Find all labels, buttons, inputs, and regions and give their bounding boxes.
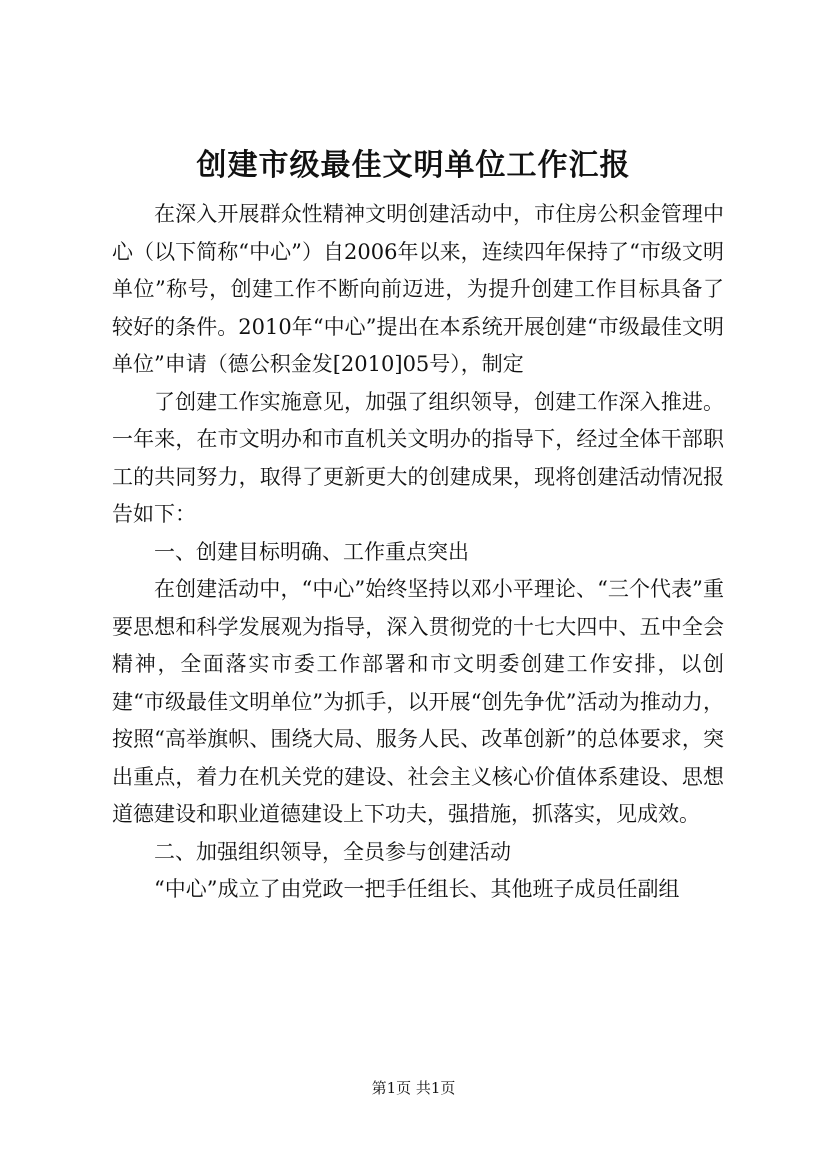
document-title: 创建市级最佳文明单位工作汇报 [196,148,631,183]
page-number-footer: 第1页 共1页 [371,1079,456,1097]
paragraph-section-2: “中心”成立了由党政一把手任组长、其他班子成员任副组 [154,877,680,901]
paragraph-intro: 在深入开展群众性精神文明创建活动中，市住房公积金管理中心（以下简称“中心”）自2006年以来，连续四年保持了“市级文明单位”称号，创建工作不断向前迈进，为提升创建工作目标具备了较好的条件。2010年“中心”提出在本系统开展创建“市级最佳文明单位”申请（德公积金发[2010]05号），制定 [112,202,724,376]
document-body [112,196,724,909]
section-heading-1: 一、创建目标明确、工作重点突出 [154,539,469,564]
paragraph-section-1: 在创建活动中，“中心”始终坚持以邓小平理论、“三个代表”重要思想和科学发展观为指导，深入贯彻党的十七大四中、五中全会精神，全面落实市委工作部署和市文明委创建工作安排，以创建“市级最佳文明单位”为抓手，以开展“创先争优”活动为推动力，按照“高举旗帜、围绕大局、服务人民、改革创新”的总体要求，突出重点，着力在机关党的建设、社会主义核心价值体系建设、思想道德建设和职业道德建设上下功夫，强措施，抓落实，见成效。 [112,577,724,826]
paragraph-summary: 了创建工作实施意见，加强了组织领导，创建工作深入推进。一年来，在市文明办和市直机关文明办的指导下，经过全体干部职工的共同努力，取得了更新更大的创建成果，现将创建活动情况报告如下： [112,389,724,526]
section-heading-2: 二、加强组织领导，全员参与创建活动 [154,839,511,864]
